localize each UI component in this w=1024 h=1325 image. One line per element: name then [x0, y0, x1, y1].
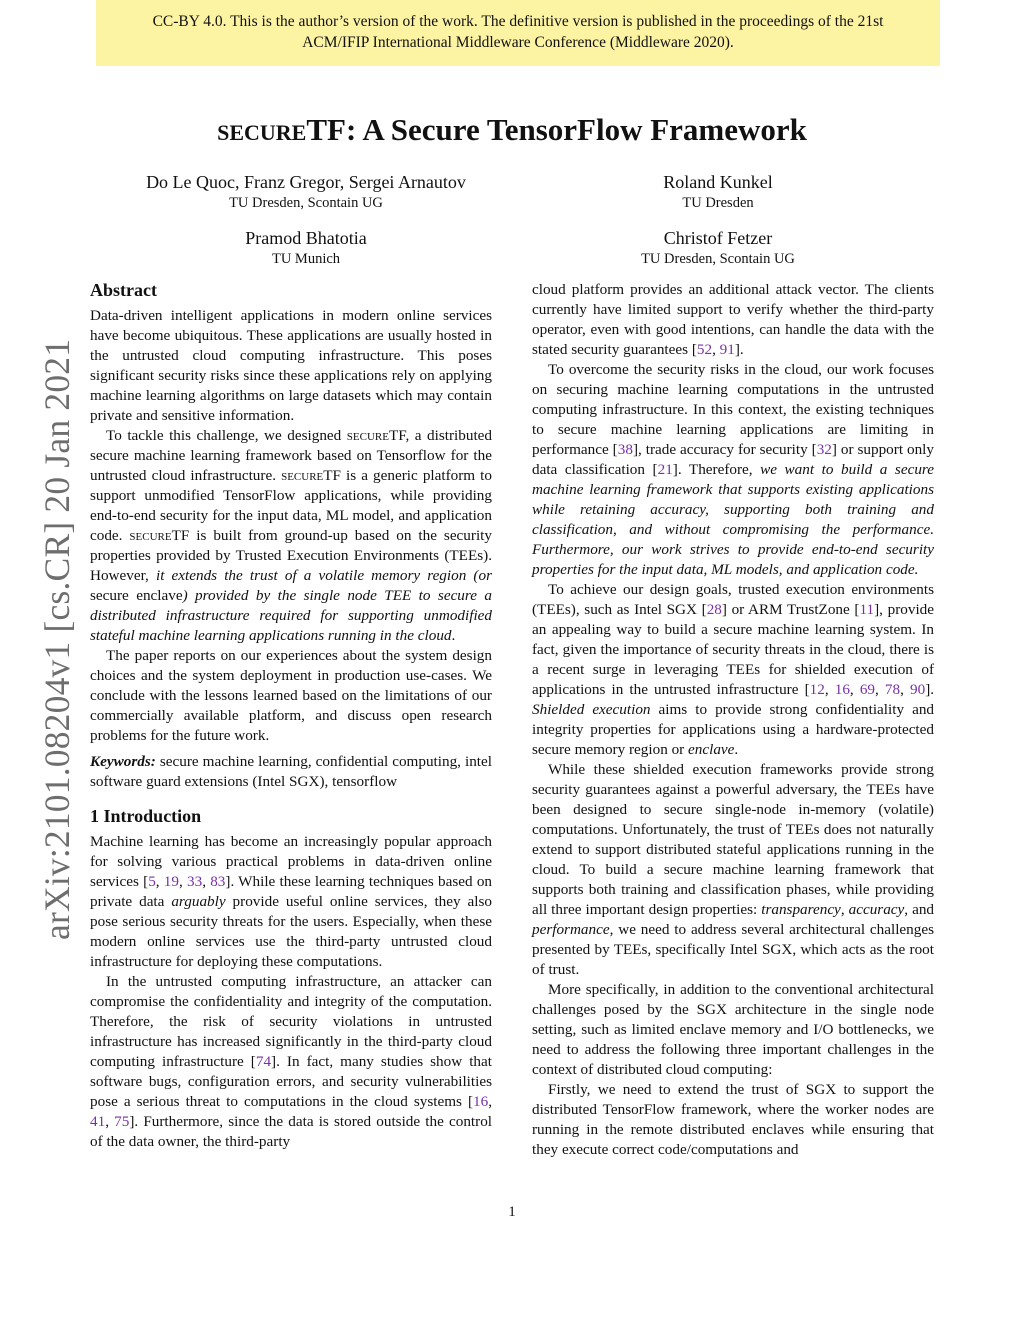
body-paragraph: Machine learning has become an increasingly popular approach for solving various practical problems in data-driven online services [5, 19, 33, 83]. While these learning techniques based on private data arguably provide useful online services, they also pose serious security threats for the users. Especially, when these modern online services use the third-party untrusted cloud infrastructure for deploying these computations.: [90, 833, 493, 970]
citation-link[interactable]: 21: [657, 461, 673, 478]
section-heading-introduction: 1 Introduction: [90, 806, 202, 826]
body-paragraph: More specifically, in addition to the conventional architectural challenges posed by the SGX architecture in the single node setting, such as limited enclave memory and I/O bottlenecks, we need to address the following three important challenges in the context of distributed cloud computing:: [532, 981, 934, 1078]
author-affiliation: TU Dresden: [682, 195, 754, 211]
author-block-2: [568, 171, 868, 213]
page-number: 1: [508, 1204, 516, 1220]
citation-link[interactable]: 91: [719, 341, 735, 358]
citation-link[interactable]: 83: [210, 873, 226, 890]
citation-link[interactable]: 16: [834, 681, 850, 698]
citation-link[interactable]: 38: [617, 441, 633, 458]
abstract-paragraph: The paper reports on our experiences about the system design choices and the system deployment in production use-cases. We conclude with the lessons learned based on the limitations of our commercially available platform, and discuss open research problems for the future work.: [90, 647, 492, 744]
paper-title: [0, 112, 1024, 148]
citation-link[interactable]: 12: [809, 681, 825, 698]
author-names: Do Le Quoc, Franz Gregor, Sergei Arnautov: [146, 172, 466, 192]
keywords-text: secure machine learning, confidential computing, intel software guard extensions (Intel SGX), tensorflow: [90, 753, 492, 790]
author-names: Roland Kunkel: [663, 172, 773, 192]
title-rest: TF: A Secure TensorFlow Framework: [306, 112, 807, 147]
keywords: [90, 752, 492, 792]
abstract-paragraph: Data-driven intelligent applications in modern online services have become ubiquitous. These applications are usually hosted in the untrusted cloud computing infrastructure. This poses significant security risks since these applications rely on applying machine learning algorithms on large datasets which may contain private and sensitive information.: [90, 307, 492, 424]
citation-link[interactable]: 90: [910, 681, 926, 698]
citation-link[interactable]: 19: [163, 873, 179, 890]
citation-link[interactable]: 74: [255, 1053, 272, 1070]
citation-link[interactable]: 11: [859, 601, 875, 618]
author-names: Pramod Bhatotia: [245, 228, 367, 248]
citation-link[interactable]: 5: [148, 873, 156, 890]
body-paragraph: To achieve our design goals, trusted execution environments (TEEs), such as Intel SGX [28] or ARM TrustZone [11], provide an appealing way to build a secure machine learning system. In fact, given the importance of security threats in the cloud, there is a recent surge in leveraging TEEs for shielded execution of applications in the untrusted infrastructure [12, 16, 69, 78, 90]. Shielded execution aims to provide strong confidentiality and integrity properties for applications using a hardware-protected secure memory region or enclave.: [532, 581, 935, 758]
abstract-paragraph: To tackle this challenge, we designed secureTF, a distributed secure machine learning framework based on Tensorflow for the untrusted cloud infrastructure. secureTF is a generic platform to support unmodified TensorFlow applications, while providing end-to-end security for the input data, ML model, and application code. secureTF is built from ground-up based on the security properties provided by Trusted Execution Environments (TEEs). However, it extends the trust of a volatile memory region (or secure enclave) provided by the single node TEE to secure a distributed infrastructure required for supporting unmodified stateful machine learning applications running in the cloud.: [90, 427, 493, 644]
license-line-1: CC-BY 4.0. This is the author’s version of the work. The definitive version is published in the proceedings of the 21st: [152, 13, 884, 30]
author-affiliation: TU Munich: [271, 251, 341, 267]
body-paragraph: To overcome the security risks in the cloud, our work focuses on securing machine learning computations in the untrusted computing infrastructure. In this context, the existing techniques to secure machine learning applications are limiting in performance [38], trade accuracy for security [32] or support only data classification [21]. Therefore, we want to build a secure machine learning framework that supports existing applications while retaining accuracy, supporting both training and classification, and without compromising the performance. Furthermore, our work strives to provide end-to-end security properties for the input data, ML models, and application code.: [532, 361, 934, 578]
citation-link[interactable]: 16: [473, 1093, 489, 1110]
citation-link[interactable]: 52: [696, 341, 713, 358]
author-block-4: [568, 227, 868, 269]
body-paragraph: cloud platform provides an additional attack vector. The clients currently have limited support to verify whether the third-party operator, even with good intentions, can handle the data with the stated security guarantees [52, 91].: [532, 281, 934, 358]
left-column: [90, 280, 492, 1152]
right-column: [532, 280, 934, 1160]
citation-link[interactable]: 32: [816, 441, 832, 458]
citation-link[interactable]: 78: [884, 681, 901, 698]
citation-link[interactable]: 33: [187, 873, 203, 890]
citation-link[interactable]: 75: [114, 1113, 130, 1130]
author-block-3: [156, 227, 456, 269]
license-banner: [96, 0, 940, 66]
license-line-2: ACM/IFIP International Middleware Conference (Middleware 2020).: [302, 34, 734, 51]
author-names: Christof Fetzer: [663, 228, 773, 248]
citation-link[interactable]: 41: [90, 1113, 106, 1130]
author-affiliation: TU Dresden, Scontain UG: [641, 251, 795, 267]
body-paragraph: In the untrusted computing infrastructure, an attacker can compromise the confidentiality and integrity of the computation. Therefore, the risk of security violations in untrusted infrastructure has increased significantly in the third-party cloud computing infrastructure [74]. In fact, many studies show that software bugs, configuration errors, and security vulnerabilities pose a serious threat to computations in the cloud systems [16, 41, 75]. Furthermore, since the data is stored outside the control of the data owner, the third-party: [90, 973, 493, 1150]
author-block-1: [100, 171, 512, 213]
abstract-heading: Abstract: [90, 280, 157, 300]
citation-link[interactable]: 69: [859, 681, 875, 698]
arxiv-identifier: arXiv:2101.08204v1 [cs.CR] 20 Jan 2021: [37, 338, 77, 940]
body-paragraph: While these shielded execution frameworks provide strong security guarantees against a powerful adversary, the TEEs have been designed to secure single-node in-memory (volatile) computations. Unfortunately, the trust of TEEs does not naturally extend to support distributed stateful applications running in the cloud. To build a secure machine learning framework that supports both training and classification phases, while providing all three important design properties: transparency, accuracy, and performance, we need to address several architectural challenges presented by TEEs, specifically Intel SGX, which acts as the root of trust.: [532, 761, 935, 978]
keywords-label: Keywords:: [90, 753, 156, 770]
title-prefix: secure: [217, 112, 307, 147]
citation-link[interactable]: 28: [706, 601, 722, 618]
body-paragraph: Firstly, we need to extend the trust of SGX to support the distributed TensorFlow framework, where the worker nodes are running in the remote distributed enclaves while ensuring that they execute correct code/computations and: [532, 1081, 934, 1158]
author-affiliation: TU Dresden, Scontain UG: [229, 195, 383, 211]
